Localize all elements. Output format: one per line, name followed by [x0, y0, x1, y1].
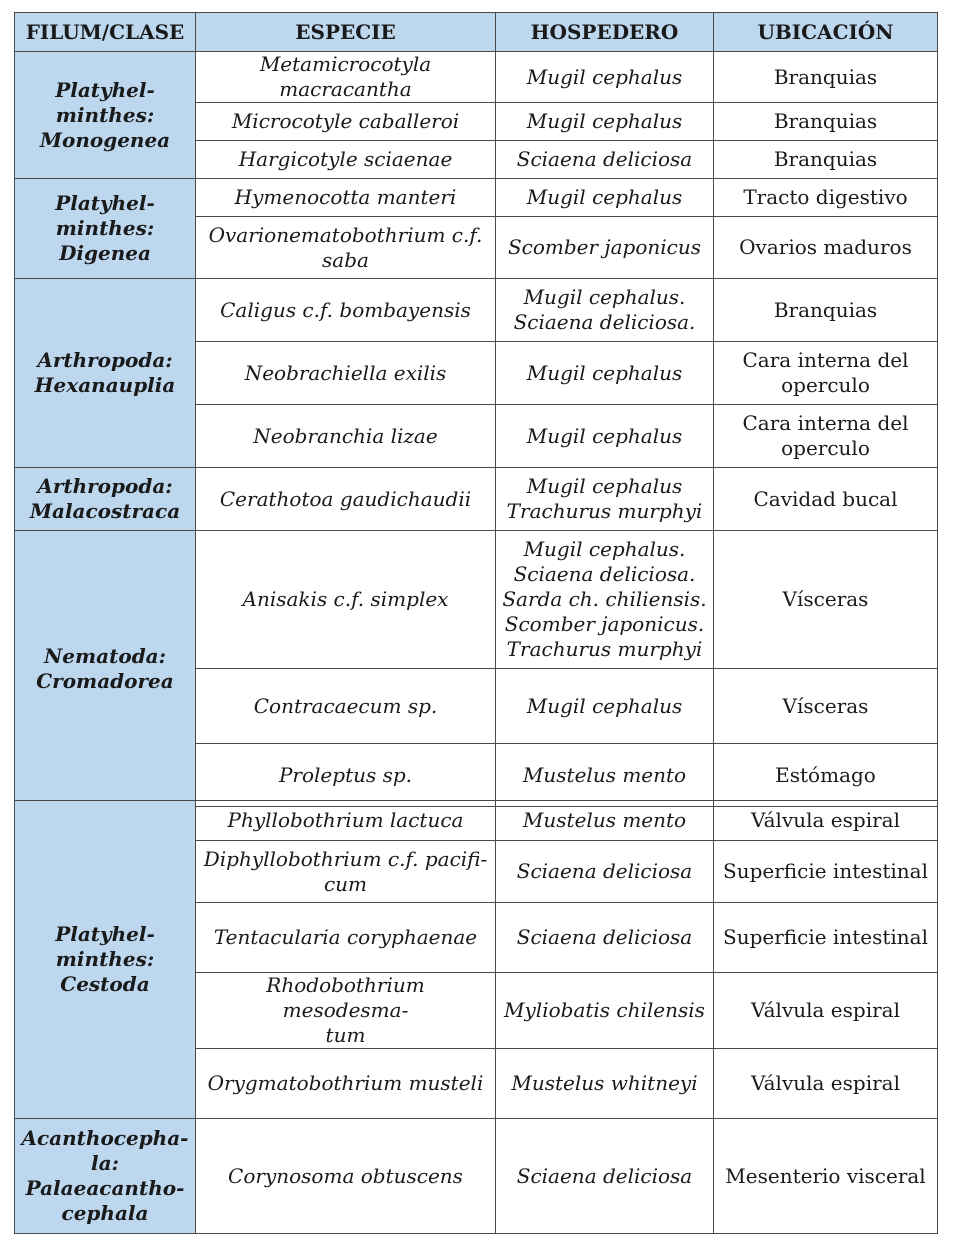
especie-cell-line: Ovarionematobothrium c.f.	[208, 222, 483, 247]
especie-cell	[196, 903, 496, 973]
ubicacion-cell	[714, 801, 938, 841]
especie-cell	[196, 801, 496, 841]
especie-cell	[196, 531, 496, 669]
parasite-table-part-1	[14, 12, 938, 807]
hospedero-cell	[496, 801, 714, 841]
ubicacion-cell-line: Ovarios maduros	[739, 235, 912, 259]
ubicacion-cell-line: Vísceras	[782, 693, 869, 718]
especie-cell	[196, 973, 496, 1049]
ubicacion-cell-line: Estómago	[775, 762, 876, 787]
ubicacion-cell-line: Cara interna del	[742, 411, 909, 435]
filum-cell	[15, 1119, 196, 1234]
ubicacion-cell-line: Cara interna del	[742, 348, 909, 372]
hospedero-cell-line: Mugil cephalus	[526, 185, 683, 209]
filum-cell-line: la:	[91, 1151, 119, 1175]
hospedero-cell-line: Mugil cephalus	[526, 474, 683, 498]
filum-cell-line: Monogenea	[39, 127, 171, 152]
hospedero-cell	[496, 903, 714, 973]
ubicacion-cell-line: Branquias	[773, 297, 878, 322]
especie-cell	[196, 217, 496, 279]
filum-cell-line: Platyhel-	[55, 77, 155, 102]
hospedero-cell	[496, 141, 714, 179]
hospedero-cell-line: Mugil cephalus.	[523, 285, 686, 309]
table-row	[15, 179, 938, 217]
table-row	[15, 531, 938, 669]
hospedero-cell-line: Mugil cephalus	[526, 423, 683, 448]
filum-cell	[15, 531, 196, 807]
hospedero-cell-line: Myliobatis chilensis	[504, 998, 705, 1022]
especie-cell	[196, 405, 496, 468]
filum-cell-line: Digenea	[59, 241, 151, 265]
especie-cell	[196, 468, 496, 531]
ubicacion-cell-line: Superficie intestinal	[723, 859, 928, 883]
ubicacion-cell-line: operculo	[781, 373, 870, 397]
filum-cell	[15, 468, 196, 531]
ubicacion-cell	[714, 903, 938, 973]
hospedero-cell-line: Sciaena deliciosa	[516, 859, 693, 883]
especie-cell-line: cum	[323, 871, 368, 896]
table-row	[15, 1119, 938, 1234]
ubicacion-cell-line: Mesenterio visceral	[725, 1163, 926, 1188]
ubicacion-cell-line: Branquias	[773, 147, 878, 171]
ubicacion-cell	[714, 217, 938, 279]
hospedero-cell-line: Mugil cephalus	[526, 109, 683, 133]
hospedero-cell-line: Sciaena deliciosa	[516, 1163, 693, 1188]
ubicacion-cell-line: Branquias	[773, 64, 878, 89]
ubicacion-cell	[714, 468, 938, 531]
filum-cell	[15, 179, 196, 279]
filum-cell-line: Cestoda	[60, 972, 150, 996]
especie-cell-line: Tentacularia coryphaenae	[213, 925, 478, 949]
especie-cell	[196, 52, 496, 103]
especie-cell-line: Caligus c.f. bombayensis	[220, 297, 471, 322]
hospedero-cell-line: Mustelus mento	[522, 762, 687, 787]
table-row	[15, 52, 938, 103]
ubicacion-cell-line: Cavidad bucal	[753, 486, 898, 511]
hospedero-cell-line: Trachurus murphyi	[506, 499, 703, 523]
header-row	[15, 13, 938, 52]
hospedero-cell	[496, 52, 714, 103]
hospedero-cell-line: Trachurus murphyi	[506, 637, 703, 661]
ubicacion-cell-line: Branquias	[773, 109, 878, 133]
header-especie: ESPECIE	[196, 13, 496, 52]
hospedero-cell-line: Sarda ch. chiliensis.	[502, 587, 707, 611]
hospedero-cell-line: Mugil cephalus	[526, 360, 683, 385]
filum-cell	[15, 52, 196, 179]
especie-cell-line: Metamicrocotyla macracantha	[259, 52, 432, 101]
especie-cell-line: Phyllobothrium lactuca	[227, 808, 464, 832]
hospedero-cell	[496, 342, 714, 405]
especie-cell	[196, 1119, 496, 1234]
especie-cell	[196, 103, 496, 141]
filum-cell-line: Malacostraca	[29, 499, 181, 523]
hospedero-cell	[496, 531, 714, 669]
filum-cell-line: Arthropoda:	[37, 474, 173, 498]
especie-cell-line: Diphyllobothrium c.f. pacifi-	[203, 846, 488, 871]
especie-cell	[196, 141, 496, 179]
especie-cell-line: Hymenocotta manteri	[234, 185, 457, 209]
ubicacion-cell-line: Válvula espiral	[751, 1071, 900, 1095]
filum-cell-line: Platyhel-	[55, 191, 155, 215]
parasite-table-part-2	[14, 800, 938, 1234]
especie-cell	[196, 669, 496, 744]
especie-cell-line: Contracaecum sp.	[253, 693, 438, 718]
hospedero-cell-line: Sciaena deliciosa	[516, 147, 693, 171]
hospedero-cell-line: Sciaena deliciosa	[516, 925, 693, 949]
ubicacion-cell	[714, 179, 938, 217]
filum-cell-line: Nematoda:	[43, 643, 167, 668]
filum-cell	[15, 801, 196, 1119]
ubicacion-cell	[714, 405, 938, 468]
hospedero-cell-line: Sciaena deliciosa.	[513, 310, 696, 334]
ubicacion-cell	[714, 52, 938, 103]
especie-cell-line: Microcotyle caballeroi	[231, 109, 460, 133]
especie-cell-line: Neobranchia lizae	[253, 423, 438, 448]
hospedero-cell	[496, 1049, 714, 1119]
ubicacion-cell-line: Válvula espiral	[751, 998, 900, 1022]
hospedero-cell	[496, 103, 714, 141]
filum-cell-line: minthes:	[55, 947, 155, 971]
especie-cell	[196, 1049, 496, 1119]
especie-cell-line: Corynosoma obtuscens	[228, 1163, 463, 1188]
hospedero-cell	[496, 468, 714, 531]
filum-cell-line: Platyhel-	[55, 922, 155, 946]
ubicacion-cell-line: Válvula espiral	[751, 808, 900, 832]
hospedero-cell	[496, 179, 714, 217]
ubicacion-cell	[714, 342, 938, 405]
hospedero-cell	[496, 669, 714, 744]
ubicacion-cell-line: Superficie intestinal	[723, 925, 928, 949]
hospedero-cell	[496, 279, 714, 342]
filum-cell-line: Hexanauplia	[34, 373, 176, 397]
ubicacion-cell	[714, 744, 938, 807]
filum-cell-line: Cromadorea	[36, 668, 174, 693]
hospedero-cell	[496, 217, 714, 279]
hospedero-cell-line: Mustelus mento	[522, 808, 687, 832]
ubicacion-cell-line: Tracto digestivo	[743, 185, 908, 209]
ubicacion-cell	[714, 531, 938, 669]
especie-cell-line: saba	[322, 247, 369, 272]
filum-cell-line: minthes:	[55, 102, 155, 127]
ubicacion-cell-line: operculo	[781, 436, 870, 460]
ubicacion-cell	[714, 1119, 938, 1234]
filum-cell-line: minthes:	[55, 216, 155, 240]
especie-cell	[196, 179, 496, 217]
especie-cell-line: Neobrachiella exilis	[244, 360, 447, 385]
filum-cell-line: cephala	[61, 1201, 149, 1225]
ubicacion-cell	[714, 103, 938, 141]
table-row	[15, 279, 938, 342]
table-row	[15, 468, 938, 531]
header-filum: FILUM/CLASE	[15, 13, 196, 52]
ubicacion-cell	[714, 973, 938, 1049]
especie-cell-line: Cerathotoa gaudichaudii	[219, 486, 472, 511]
ubicacion-cell	[714, 279, 938, 342]
hospedero-cell-line: Mugil cephalus	[526, 64, 683, 89]
filum-cell	[15, 279, 196, 468]
hospedero-cell-line: Scomber japonicus.	[504, 612, 705, 636]
ubicacion-cell	[714, 669, 938, 744]
ubicacion-cell	[714, 1049, 938, 1119]
filum-cell-line: Arthropoda:	[37, 348, 173, 372]
ubicacion-cell-line: Vísceras	[782, 587, 869, 611]
hospedero-cell	[496, 841, 714, 903]
especie-cell-line: tum	[325, 1023, 366, 1047]
filum-cell-line: Acanthocepha-	[21, 1126, 189, 1150]
filum-cell-line: Palaeacantho-	[25, 1176, 185, 1200]
hospedero-cell	[496, 1119, 714, 1234]
ubicacion-cell	[714, 841, 938, 903]
hospedero-cell	[496, 405, 714, 468]
hospedero-cell	[496, 973, 714, 1049]
hospedero-cell-line: Scomber japonicus	[507, 235, 702, 259]
hospedero-cell-line: Sciaena deliciosa.	[513, 562, 696, 586]
hospedero-cell-line: Mugil cephalus	[526, 693, 683, 718]
table-row	[15, 801, 938, 841]
especie-cell	[196, 841, 496, 903]
especie-cell-line: Anisakis c.f. simplex	[242, 587, 449, 611]
especie-cell	[196, 279, 496, 342]
especie-cell	[196, 744, 496, 807]
ubicacion-cell	[714, 141, 938, 179]
especie-cell-line: Orygmatobothrium musteli	[207, 1071, 484, 1095]
especie-cell-line: Rhodobothrium mesodesma-	[266, 973, 425, 1022]
header-ubicacion: UBICACIÓN	[714, 13, 938, 52]
hospedero-cell	[496, 744, 714, 807]
especie-cell-line: Proleptus sp.	[278, 762, 413, 787]
hospedero-cell-line: Mugil cephalus.	[523, 537, 686, 561]
especie-cell	[196, 342, 496, 405]
header-hospedero: HOSPEDERO	[496, 13, 714, 52]
especie-cell-line: Hargicotyle sciaenae	[238, 147, 453, 171]
hospedero-cell-line: Mustelus whitneyi	[511, 1071, 698, 1095]
